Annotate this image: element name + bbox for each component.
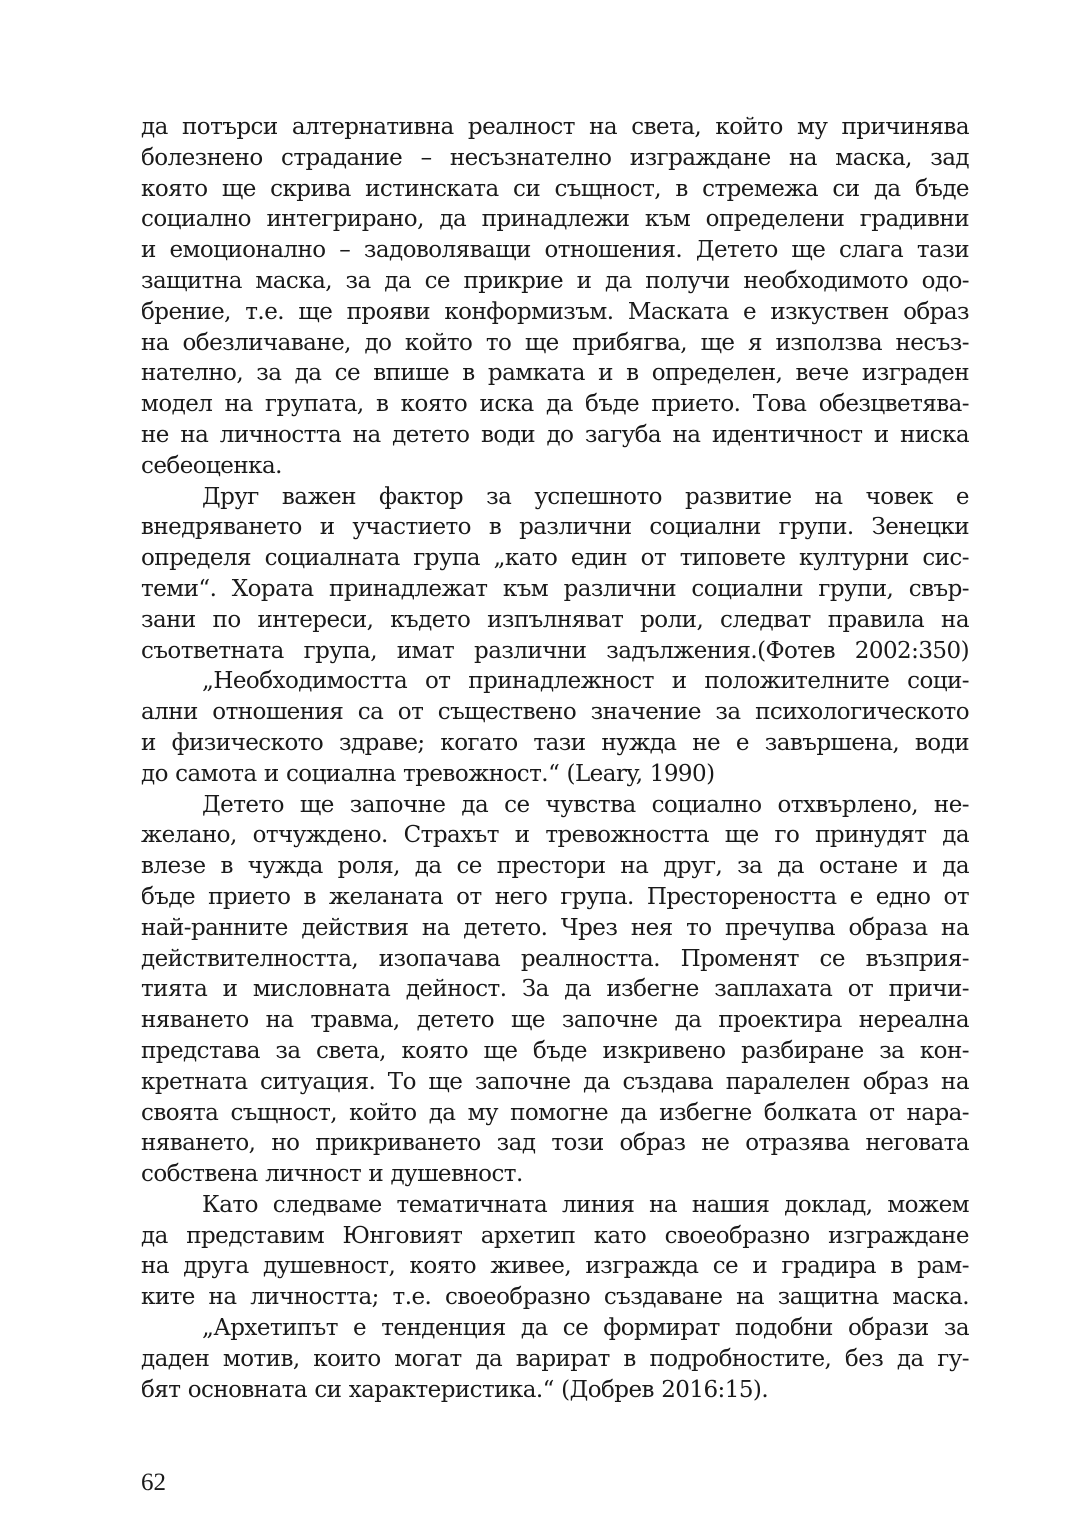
text-line-13: Друг важен фактор за успешното развитие на човек е — [202, 483, 969, 510]
text-line-28: действителността, изопачава реалността. Променят се възприя- — [141, 945, 969, 972]
text-line-9: нателно, за да се впише в рамката и в определен, вече изграден — [141, 360, 969, 387]
text-line-41: даден мотив, които могат да варират в подробностите, без да гу- — [141, 1345, 969, 1372]
text-line-6: защитна маска, за да се прикрие и да получи необходимото одо- — [141, 267, 969, 294]
text-line-29: тията и мисловната дейност. За да избегне заплахата от причи- — [141, 976, 969, 1003]
text-line-21: и физическото здраве; когато тази нужда не е завършена, води — [141, 729, 969, 756]
text-line-11: не на личността на детето води до загуба на идентичност и ниска — [141, 421, 969, 448]
text-line-10: модел на групата, в която иска да бъде прието. Това обезцветява- — [141, 391, 969, 418]
text-line-15: определя социалната група „като един от типовете културни сис- — [141, 545, 969, 572]
text-line-27: най-ранните действия на детето. Чрез нея то пречупва образа на — [141, 914, 969, 941]
text-line-38: на друга душевност, която живее, изгражда се и градира в рам- — [141, 1253, 969, 1280]
text-line-17: зани по интереси, където изпълняват роли, следват правила на — [141, 606, 969, 633]
text-line-8: на обезличаване, до който то ще прибягва, ще я използва несъз- — [141, 329, 969, 356]
text-line-2: болезнено страдание – несъзнателно изграждане на маска, зад — [141, 144, 969, 171]
text-line-34: няването, но прикриването зад този образ не отразява неговата — [141, 1130, 969, 1157]
text-line-26: бъде прието в желаната от него група. Престореността е едно от — [141, 883, 969, 910]
text-line-20: ални отношения са от съществено значение за психологическото — [141, 699, 969, 726]
text-line-23: Детето ще започне да се чувства социално отхвърлено, не- — [202, 791, 969, 818]
text-line-12: себеоценка. — [141, 452, 282, 479]
text-line-33: своята същност, който да му помогне да избегне болката от нара- — [141, 1099, 969, 1126]
text-line-1: да потърси алтернативна реалност на света, който му причинява — [141, 114, 969, 140]
text-line-24: желано, отчуждено. Страхът и тревожността ще го принудят да — [141, 822, 969, 849]
text-line-22: до самота и социална тревожност.“ (Leary, 1990) — [141, 760, 715, 787]
text-line-4: социално интегрирано, да принадлежи към определени градивни — [141, 206, 969, 233]
text-line-39: ките на личността; т.е. своеобразно създаване на защитна маска. — [141, 1284, 969, 1311]
text-line-3: която ще скрива истинската си същност, в стремежа си да бъде — [141, 175, 969, 202]
text-line-14: внедряването и участието в различни социални групи. Зенецки — [141, 514, 969, 541]
text-line-30: няването на травма, детето ще започне да проектира нереална — [141, 1007, 969, 1034]
text-line-19: „Необходимостта от принадлежност и положителните соци- — [202, 668, 969, 695]
text-line-37: да представим Юнговият архетип като своеобразно изграждане — [141, 1222, 969, 1249]
text-line-40: „Архетипът е тенденция да се формират подобни образи за — [202, 1315, 969, 1342]
text-line-16: теми“. Хората принадлежат към различни социални групи, свър- — [141, 575, 969, 602]
text-line-25: влезе в чужда роля, да се престори на друг, за да остане и да — [141, 853, 969, 880]
text-line-42: бят основната си характеристика.“ (Добрев 2016:15). — [141, 1376, 769, 1403]
page-number: 62 — [141, 1469, 166, 1496]
text-line-7: брение, т.е. ще прояви конформизъм. Маската е изкуствен образ — [141, 298, 969, 325]
body-text — [141, 112, 969, 1405]
text-line-18: съответната група, имат различни задължения.(Фотев 2002:350) — [141, 637, 969, 664]
text-line-36: Като следваме тематичната линия на нашия доклад, можем — [202, 1191, 969, 1218]
text-line-35: собствена личност и душевност. — [141, 1161, 523, 1188]
text-line-5: и емоционално – задоволяващи отношения. Детето ще слага тази — [141, 237, 969, 264]
text-line-31: представа за света, която ще бъде изкривено разбиране за кон- — [141, 1037, 969, 1064]
text-line-32: кретната ситуация. То ще започне да създава паралелен образ на — [141, 1068, 969, 1095]
